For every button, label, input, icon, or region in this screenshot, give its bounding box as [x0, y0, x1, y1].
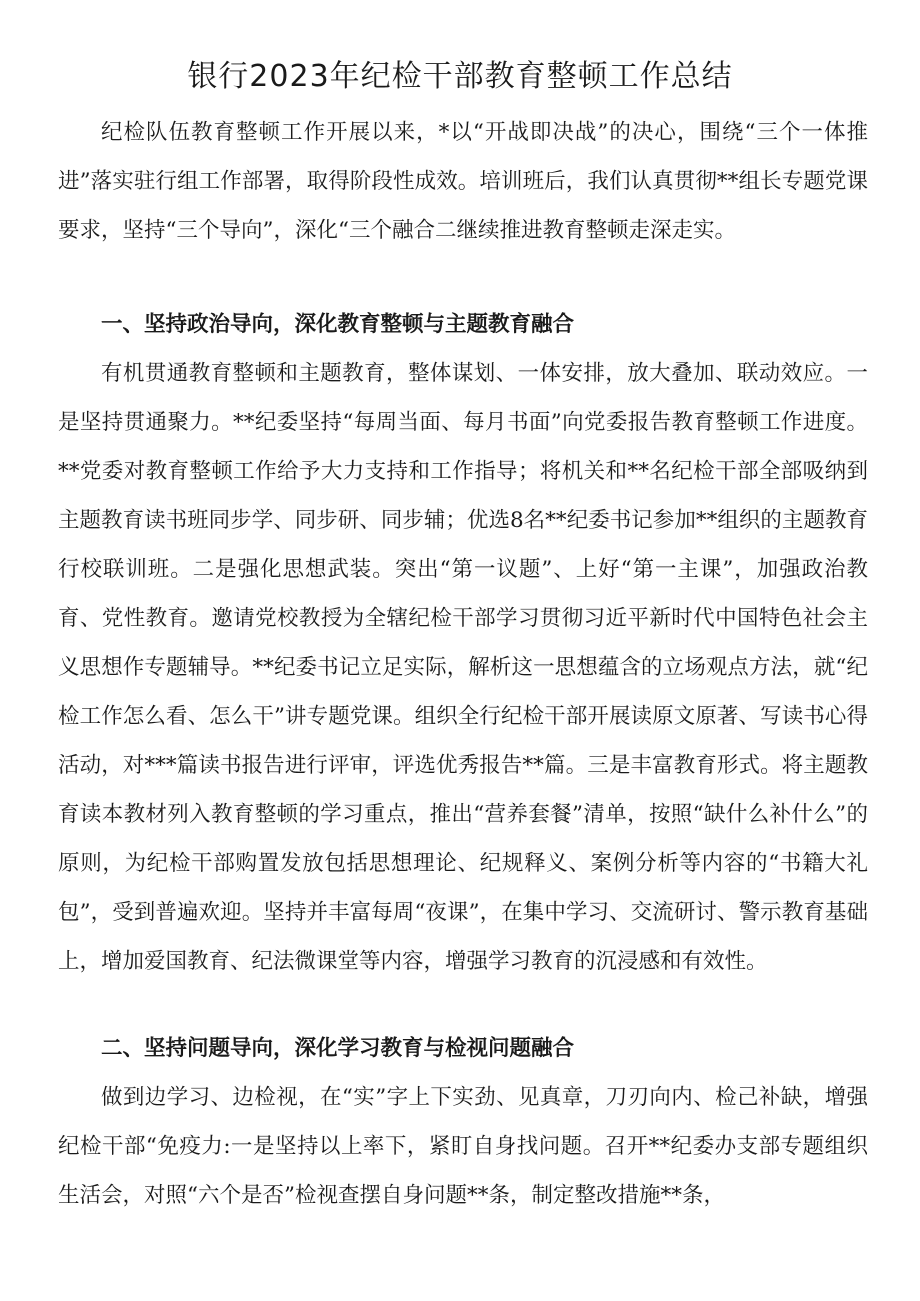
document-title: 银行2023年纪检干部教育整顿工作总结: [187, 59, 733, 94]
section-1-paragraph: 有机贯通教育整顿和主题教育，整体谋划、一体安排，放大叠加、联动效应。一是坚持贯通聚力。**纪委坚持“每周当面、每月书面”向党委报告教育整顿工作进度。**党委对教育整顿工作给予大力支持和工作指导；将机关和**名纪检干部全部吸纳到主题教育读书班同步学、同步研、同步辅；优选8名**纪委书记参加**组织的主题教育行校联训班。二是强化思想武装。突出“第一议题”、上好“第一主课”，加强政治教育、党性教育。邀请党校教授为全辖纪检干部学习贯彻习近平新时代中国特色社会主义思想作专题辅导。**纪委书记立足实际，解析这一思想蕴含的立场观点方法，就“纪检工作怎么看、怎么干”讲专题党课。组织全行纪检干部开展读原文原著、写读书心得活动，对***篇读书报告进行评审，评选优秀报告**篇。三是丰富教育形式。将主题教育读本教材列入教育整顿的学习重点，推出“营养套餐”清单，按照“缺什么补什么”的原则，为纪检干部购置发放包括思想理论、纪规释义、案例分析等内容的“书籍大礼包”，受到普遍欢迎。坚持并丰富每周“夜课”，在集中学习、交流研讨、警示教育基础上，增加爱国教育、纪法微课堂等内容，增强学习教育的沉浸感和有效性。: [58, 361, 868, 974]
section-1-heading: 一、坚持政治导向，深化教育整顿与主题教育融合: [101, 312, 575, 337]
section-2-paragraph: 做到边学习、边检视，在“实”字上下实劲、见真章，刀刃向内、检己补缺，增强纪检干部“免疫力:一是坚持以上率下，紧盯自身找问题。召开**纪委办支部专题组织生活会，对照“六个是否”检视查摆自身问题**条，制定整改措施**条，: [58, 1085, 868, 1208]
intro-paragraph: 纪检队伍教育整顿工作开展以来，*以“开战即决战”的决心，围绕“三个一体推进”落实驻行组工作部署，取得阶段性成效。培训班后，我们认真贯彻**组长专题党课要求，坚持“三个导向”，深化“三个融合二继续推进教育整顿走深走实。: [58, 120, 868, 243]
section-2-heading: 二、坚持问题导向，深化学习教育与检视问题融合: [101, 1036, 575, 1061]
